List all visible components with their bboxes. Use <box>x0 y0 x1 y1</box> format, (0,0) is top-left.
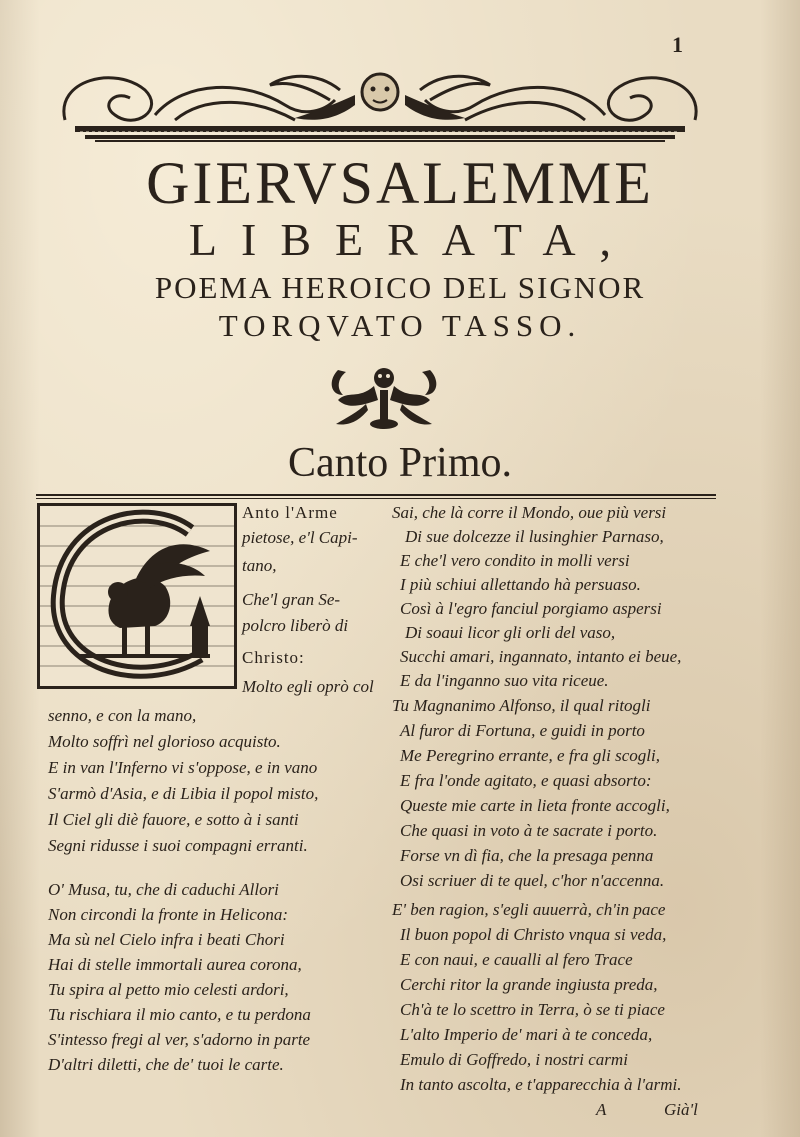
winged-lion-initial-icon <box>40 506 234 686</box>
verse-line: Di sue dolcezze il lusinghier Parnaso, <box>405 527 664 546</box>
verse-line: Non circondi la fronte in Helicona: <box>48 905 289 924</box>
verse-line: Che'l gran Se- <box>242 590 341 609</box>
verse-line: Il buon popol di Christo vnqua si veda, <box>400 925 667 944</box>
verse-line: Osi scriuer di te quel, c'hor n'accenna. <box>400 871 665 890</box>
verse-line: Cerchi ritor la grande ingiusta preda, <box>400 975 658 994</box>
verse-line: E' ben ragion, s'egli auuerrà, ch'in pace <box>392 900 666 919</box>
title-line-1: GIERVSALEMME <box>146 150 654 216</box>
verse-line: Il Ciel gli diè fauore, e sotto à i santi <box>48 810 299 829</box>
verse-line: Che quasi in voto à te sacrate i porto. <box>400 821 658 840</box>
title-line-3: POEMA HEROICO DEL SIGNOR <box>154 270 646 305</box>
verse-line: tano, <box>242 556 277 575</box>
verse-line: L'alto Imperio de' mari à te conceda, <box>400 1025 653 1044</box>
verse-line: D'altri diletti, che de' tuoi le carte. <box>48 1055 284 1074</box>
verse-line: Segni ridusse i suoi compagni erranti. <box>48 836 308 855</box>
verse-line: Di soaui licor gli orli del vaso, <box>405 623 616 642</box>
top-rule <box>36 494 716 496</box>
verse-line: In tanto ascolta, e t'apparecchia à l'armi. <box>400 1075 682 1094</box>
verse-line: Al furor di Fortuna, e guidi in porto <box>400 721 645 740</box>
verse-line: E in van l'Inferno vi s'oppose, e in vano <box>48 758 318 777</box>
verse-line: Forse vn dì fia, che la presaga penna <box>400 846 654 865</box>
title-line-2: LIBERATA, <box>188 214 636 265</box>
verse-line: E con naui, e caualli al fero Trace <box>400 950 633 969</box>
verse-line: S'intesso fregi al ver, s'adorno in parte <box>48 1030 311 1049</box>
verse-line: Queste mie carte in lieta fronte accogli, <box>400 796 670 815</box>
verse-line: Hai di stelle immortali aurea corona, <box>48 955 302 974</box>
verse-line: Molto soffrì nel glorioso acquisto. <box>48 732 281 751</box>
verse-line: Tu Magnanimo Alfonso, il qual ritogli <box>392 696 651 715</box>
woodcut-initial <box>37 503 237 689</box>
verse-line: polcro liberò di <box>242 616 349 635</box>
verse-line: Tu rischiara il mio canto, e tu perdona <box>48 1005 311 1024</box>
verse-line: Sai, che là corre il Mondo, oue più versi <box>392 503 667 522</box>
verse-line: Ch'à te lo scettro in Terra, ò se ti piace <box>400 1000 665 1019</box>
verse-line: O' Musa, tu, che di caduchi Allori <box>48 880 279 899</box>
top-rule-thin <box>36 498 716 499</box>
verse-line: Christo: <box>242 648 305 667</box>
verse-line: E che'l vero condito in molli versi <box>400 551 630 570</box>
verse-line: E da l'inganno suo vita riceue. <box>400 671 609 690</box>
verse-line: Molto egli oprò col <box>242 677 374 696</box>
verse-line: Tu spira al petto mio celesti ardori, <box>48 980 289 999</box>
verse-line: Ma sù nel Cielo infra i beati Chori <box>48 930 285 949</box>
fleuron-ornament <box>318 360 450 432</box>
catchword-signature: A <box>596 1100 607 1119</box>
canto-heading: Canto Primo. <box>287 440 512 486</box>
verse-line: pietose, e'l Capi- <box>242 528 358 547</box>
verse-line: S'armò d'Asia, e di Libia il popol misto, <box>48 784 319 803</box>
catchword: Già'l <box>664 1100 698 1119</box>
verse-line: Emulo di Goffredo, i nostri carmi <box>400 1050 628 1069</box>
verse-line: E fra l'onde agitato, e quasi absorto: <box>400 771 652 790</box>
verse-line: Così à l'egro fanciul porgiamo aspersi <box>400 599 662 618</box>
page-number: 1 <box>672 32 683 57</box>
verse-line: Anto l'Arme <box>242 503 338 522</box>
verse-line: Succhi amari, ingannato, intanto ei beue, <box>400 647 682 666</box>
title-line-4: TORQVATO TASSO. <box>218 308 582 343</box>
headpiece-ornament <box>55 60 705 148</box>
verse-line: senno, e con la mano, <box>48 706 197 725</box>
verse-line: I più schiui allettando hà persuaso. <box>400 575 641 594</box>
verse-line: Me Peregrino errante, e fra gli scogli, <box>400 746 660 765</box>
